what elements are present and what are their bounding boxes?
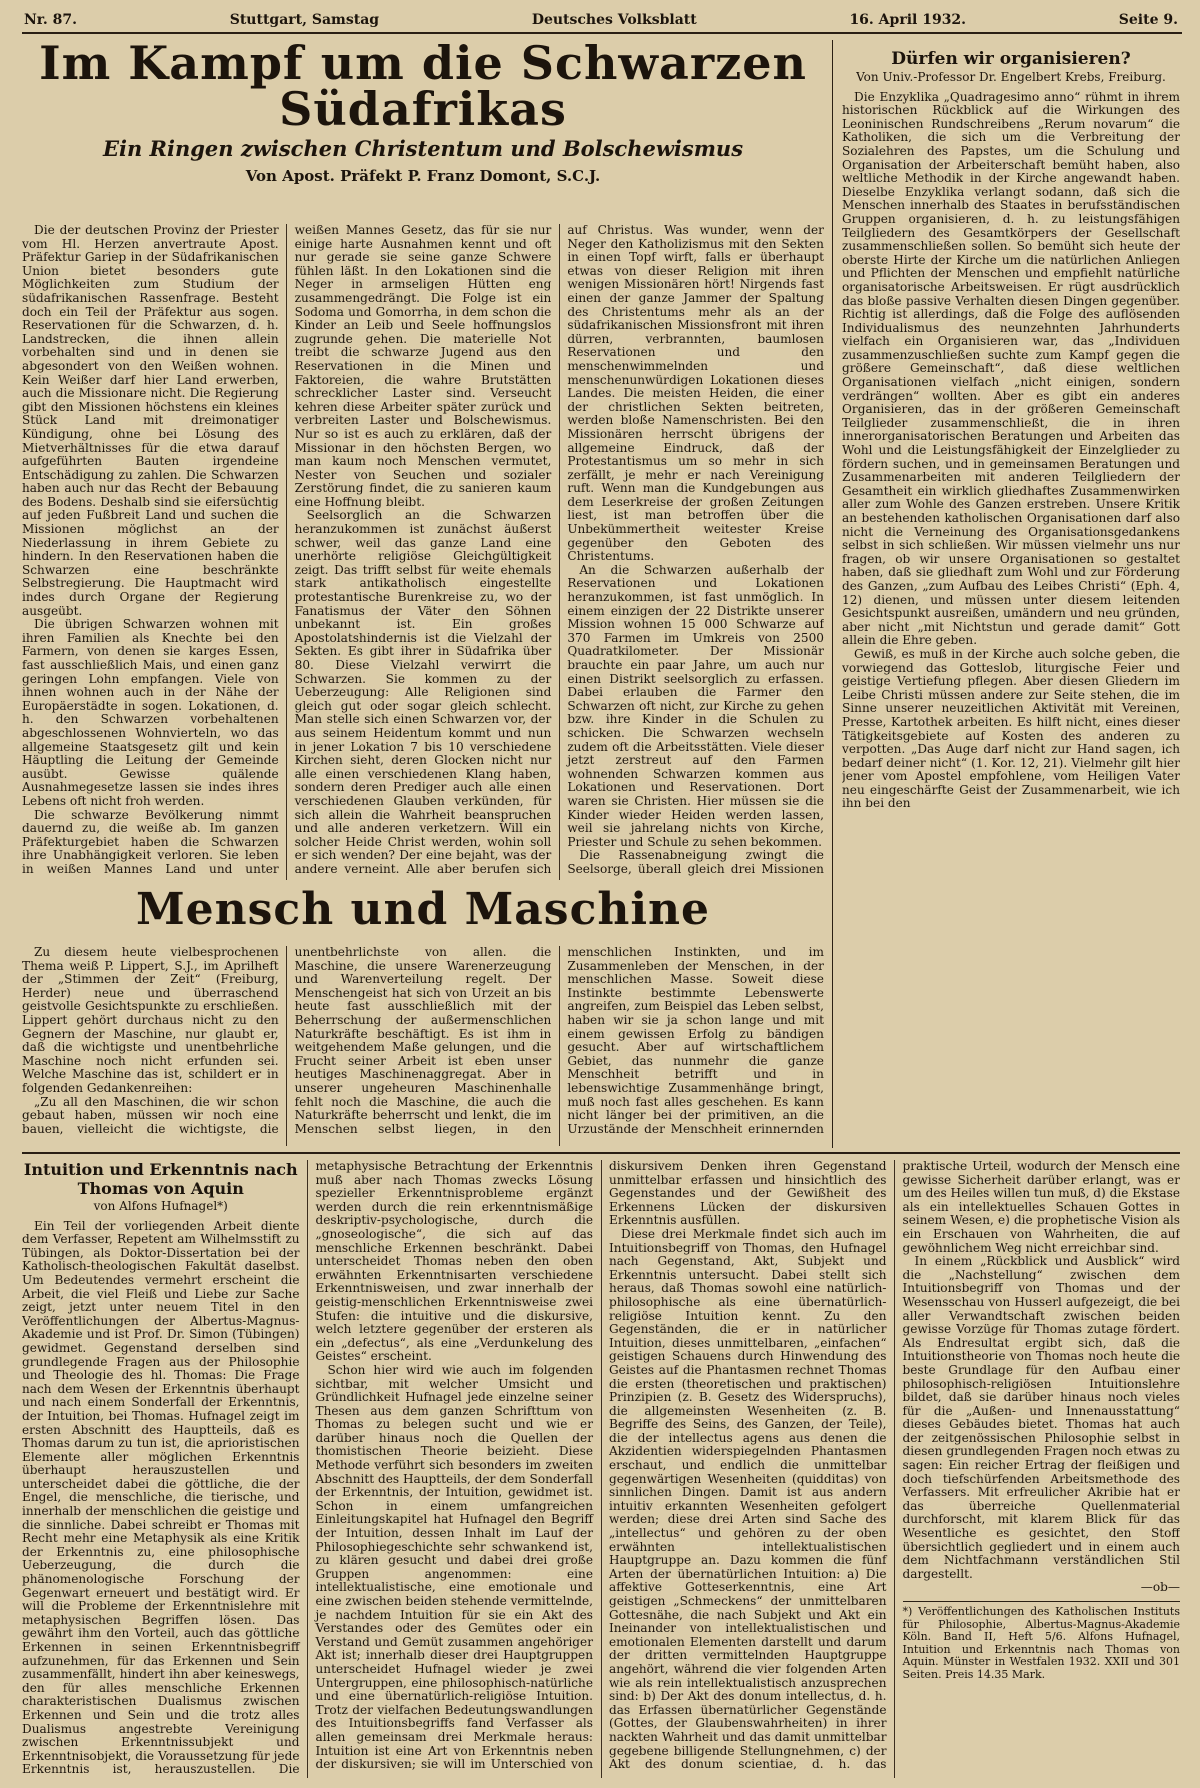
article4-body	[22, 1160, 1180, 1778]
article2-paragraph: Zu diesem heute vielbesprochenen Thema weiß P. Lippert, S.J., im Aprilheft der „Stimmen der Zeit“ (Freiburg, Herder) neue und überraschend geistvolle Gesichtspunkte zu erschließen. Lippert gehört durchaus nicht zu den Gegnern der Maschine, nur glaubt er, daß die wichtigste und unentbehrliche Maschine noch nicht erfunden sei. Welche Maschine das ist, schildert er in folgenden Gedankenreihen:	[22, 946, 279, 1095]
right-column	[842, 40, 1180, 1148]
article1-paragraph: Die der deutschen Provinz der Priester vom Hl. Herzen anvertraute Apost. Präfektur Gariep in der Südafrikanischen Union bietet besonders gute Möglichkeiten zum Studium der südafrikanischen Rassenfrage. Besteht doch ein Teil der Präfektur aus sogen. Reservationen für die Schwarzen, d. h. Landstrecken, die ihnen allein vorbehalten sind und in denen sie abgesondert von den Weißen wohnen. Kein Weißer darf hier Land erwerben, auch die Missionare nicht. Die Regierung gibt den Missionen höchstens ein kleines Stück Land mit dreimonatiger Kündigung, ohne bei Lösung des Mietverhältnisses für die etwa darauf aufgeführten Bauten irgendeine Entschädigung zu zahlen. Die Schwarzen haben auch nur das Recht der Bebauung des Bodens. Deshalb sind sie eifersüchtig auf jeden Fußbreit Land und suchen die Missionen möglichst an der Niederlassung in ihrem Gebiete zu hindern. In den Reservationen haben die Schwarzen eine beschränkte Selbstregierung. Die Hauptmacht wird indes durch Organe der Regierung ausgeübt.	[22, 224, 279, 618]
article4-title: Intuition und Erkenntnis nach Thomas von Aquin	[23, 1160, 298, 1198]
article1-paragraph: Die Rassenabneigung zwingt die Seelsorge, überall gleich drei Missionen	[567, 848, 824, 876]
article3-title: Dürfen wir organisieren?	[891, 49, 1131, 69]
article2-paragraph: „Zu all den Maschinen, die wir schon gebaut haben, müssen wir noch eine bauen, vielleicht die wichtigste, die unentbehrlichste von allen. die Maschine, die unsere Warenerzeugung und Warenverteilung regelt. Der Menschengeist hat sich von Urzeit an bis heute fast ausschließlich mit der Beherrschung der außermenschlichen Naturkräfte beschäftigt. Es ist ihm in weitgehendem Maße gelungen, und die Frucht seiner Arbeit ist eben unser heutiges Maschinenaggregat. Aber in unserer ungeheuren Maschinenhalle fehlt noch die Maschine, die auch die Naturkräfte beherrscht und lenkt, die im Menschen selbst liegen, in den menschlichen Instinkten, und im Zusammenleben der Menschen, in der menschlichen Masse. Soweit diese Instinkte bestimmte Lebenswerte angreifen, zum Beispiel das Leben selbst, haben wir sie ja schon lange und mit einem gewissen Erfolg zu bändigen gesucht. Aber auf wirtschaftlichem Gebiet, das nunmehr die ganze Menschheit betrifft und in lebenswichtige Zusammenhänge bringt, muß noch fast alles geschehen. Es kann nicht länger bei der primitiven, an die Urzustände der Menschheit erinnernden	[22, 946, 824, 1136]
article4-paragraph: In einem „Rückblick und Ausblick“ wird die „Nachstellung“ zwischen dem Intuitionsbegriff von Thomas und der Wesensschau von Husserl aufgezeigt, die bei aller Verwandtschaft zwischen beiden gewisse Vorzüge für Thomas zutage fördert. Als Endresultat ergibt sich, daß die Intuitionstheorie von Thomas noch heute die beste Grundlage für den Aufbau einer philosophisch-religiösen Intuitionslehre bildet, daß sie darüber hinaus noch vieles für die „Außen- und Innenausstattung“ dieses Gebäudes bietet. Thomas hat auch der zeitgenössischen Philosophie selbst in diesen grundlegenden Fragen noch etwas zu sagen: Ein reicher Ertrag der fleißigen und doch tiefschürfenden Arbeitsmethode des Verfassers. Mit erfreulicher Akribie hat er das überreiche Quellenmaterial durchforscht, mit klarem Blick für das Wesentliche es gesichtet, den Stoff übersichtlich gegliedert und in einem auch dem Nichtfachmann verständlichen Stil dargestellt.	[902, 1254, 1180, 1581]
place-date: Stuttgart, Samstag	[229, 12, 380, 28]
article1-subtitle: Ein Ringen zwischen Christentum und Bolschewismus	[102, 136, 744, 161]
article3-paragraph: Die Enzyklika „Quadragesimo anno“ rühmt in ihrem historischen Rückblick auf die Wirkungen des Leoninischen Rundschreibens „Rerum novarum“ die Katholiken, die sich um die Verbreitung der Sozialehren des Papstes, um die Schulung und Organisation der Arbeiterschaft bemüht haben, also weltliche Methodik in der Kirche angewandt haben. Dieselbe Enzyklika verlangt sodann, daß sich die Menschen innerhalb des Staates in berufsständischen Gruppen organisieren, d. h. zu leistungsfähigen Teilgliedern des Gesamtkörpers der Gesellschaft zusammenschließen sollen. So bemüht sich heute der oberste Hirte der Kirche um die natürlichen Anliegen und Pflichten der Menschen und empfiehlt natürliche organisatorische Arbeitsweisen. Er rügt ausdrücklich das bloße passive Verhalten diesen Dingen gegenüber. Richtig ist allerdings, daß die Folge des auflösenden Individualismus des neunzehnten Jahrhunderts vielfach ein Organisieren war, das „Individuen zusammenzuschließen suchte zum Kampf gegen die größere Gemeinschaft“, daß diese weltlichen Organisationen vielfach „nicht einigen, sondern verdrängen“ wollten. Aber es gibt ein anderes Organisieren, das in der größeren Gemeinschaft Teilglieder zusammenschließt, die in ihren innerorganisatorischen Beratungen und Arbeiten das Wohl und die Leistungsfähigkeit der Einzelglieder zu fördern suchen, und in gemeinsamen Beratungen und Zusammenarbeiten mit anderen Teilgliedern der Gesamtheit ein wirklich gliedhaftes Zusammenwirken aller zum Wohle des Ganzen erstreben. Unsere Kritik an bestehenden katholischen Organisationen darf also nicht die Verneinung des Organisationsgedankens selbst in sich schließen. Wir müssen vielmehr uns nur fragen, ob wir unsere Organisationen so gestaltet haben, daß sie gliedhaft zum Wohl und zur Förderung des Ganzen, „zum Aufbau des Leibes Christi“ (Eph. 4, 12) dienen, und müssen unter diesem leitenden Gesichtspunkt ausreißen, umändern und neu gründen, aber nicht „mit Nichtstun und gerade damit“ Gott allein die Ehre geben.	[842, 89, 1180, 648]
article4-paragraph: Ein Teil der vorliegenden Arbeit diente dem Verfasser, Repetent am Wilhelmsstift zu Tübingen, als Doktor-Dissertation bei der Katholisch-theologischen Fakultät daselbst. Um Bedeutendes vermehrt erscheint die Arbeit, die viel Fleiß und Liebe zur Sache zeigt, jetzt unter neuem Titel in den Veröffentlichungen der Albertus-Magnus-Akademie und ist Prof. Dr. Simon (Tübingen) gewidmet. Gegenstand derselben sind grundlegende Fragen aus der Philosophie und Theologie des hl. Thomas: Die Frage nach dem Wesen der Erkenntnis überhaupt und nach einem Sonderfall der Erkenntnis, der Intuition, bei Thomas. Hufnagel zeigt im ersten Abschnitt des Hauptteils, daß es Thomas darum zu tun ist, die aprioristischen Elemente aller möglichen Erkenntnis überhaupt herauszustellen und unterscheidet dabei die göttliche, die der Engel, die menschliche, die tierische, und innerhalb der menschlichen die geistige und die sinnliche. Dabei schreibt er Thomas mit Recht mehr eine Metaphysik als eine Kritik der Erkenntnis zu, eine philosophische Ueberzeugung, die durch die phänomenologische Forschung der Gegenwart erneuert und bestätigt wird. Er will die Probleme der Erkenntnislehre mit metaphysischen Begriffen lösen. Das gewährt ihm den Vorteil, auch das göttliche Erkennen in seinen Erkenntnisbegriff aufzunehmen, für das Erkennen und Sein zusammenfällt, hindert ihn aber keineswegs, den für alles menschliche Erkennen charakteristischen Dualismus zwischen Erkennen und Sein und die trotz alles Dualismus angestrebte Vereinigung zwischen Erkenntnissubjekt und Erkenntnisobjekt, die Voraussetzung für jede Erkenntnis ist, herauszustellen. Die metaphysische Betrachtung der Erkenntnis muß aber nach Thomas zwecks Lösung spezieller Erkenntnisprobleme ergänzt werden durch die rein erkenntnismäßige deskriptiv-psychologische, durch die „gnoseologische“, die sich auf das menschliche Erkennen beschränkt. Dabei unterscheidet Thomas neben den oben erwähnten Erkenntnisarten verschiedene Erkenntnisweisen, und zwar innerhalb der geistig-menschlichen Erkenntnisweise zwei Stufen: die intuitive und die diskursive, welch letztere gegenüber der ersteren als ein „defectus“, als eine „Verdunkelung des Geistes“ erscheint.	[22, 1160, 593, 1777]
article2-title: Mensch und Maschine	[135, 884, 711, 935]
page-header	[22, 12, 1182, 34]
issue-date: 16. April 1932.	[849, 12, 967, 28]
article4-signature: —ob—	[1140, 1580, 1180, 1595]
article1-paragraph: An die Schwarzen außerhalb der Reservationen und Lokationen heranzukommen, ist fast unmöglich. In einem einzigen der 22 Distrikte unserer Mission wohnen 15 000 Schwarze auf 370 Farmen im Umkreis von 2500 Quadratkilometer. Der Missionär brauchte ein paar Jahre, um auch nur einen Distrikt seelsorglich zu erfassen. Dabei erlauben die Farmer den Schwarzen oft nicht, zur Kirche zu gehen bzw. ihre Kinder in die Schulen zu schicken. Die Schwarzen wechseln zudem oft die Arbeitsstätten. Viele dieser jetzt zerstreut auf den Farmen wohnenden Schwarzen kommen aus Lokationen und Reservationen. Dort waren sie Christen. Hier müssen sie die Kinder wieder Heiden werden lassen, weil sie jahrelang nichts von Kirche, Priester und Schule zu sehen bekommen.	[567, 562, 824, 849]
article1-paragraph: Die schwarze Bevölkerung nimmt dauernd zu, die weiße ab. Im ganzen Präfekturgebiet haben die Schwarzen ihre Unabhängigkeit verloren. Sie leben in weißen Mannes Land und unter weißen Mannes Gesetz, das für sie nur einige harte Ausnahmen kennt und oft nur gerade sie seine ganze Schwere fühlen läßt. In den Lokationen sind die Neger in armseligen Hütten eng zusammengedrängt. Die Folge ist ein Sodoma und Gomorrha, in dem schon die Kinder an Leib und Seele hoffnungslos zugrunde gehen. Die materielle Not treibt die schwarze Jugend aus den Reservationen in die Minen und Faktoreien, die wahre Brutstätten schrecklicher Laster sind. Verseucht kehren diese Arbeiter später zurück und verbreiten Laster und Bolschewismus. Nur so ist es auch zu erklären, daß der Missionar in den höchsten Bergen, wo man kaum noch Menschen vermutet, Nester von Seuchen und sozialer Zerstörung findet, die zu sanieren kaum eine Hoffnung bleibt.	[22, 224, 552, 876]
article4-paragraph: Diese drei Merkmale findet sich auch im Intuitionsbegriff von Thomas, den Hufnagel nach Gegenstand, Akt, Subjekt und Erkenntnis untersucht. Dabei stellt sich heraus, daß Thomas sowohl eine natürlich-philosophische als eine übernatürlich-religiöse Intuition kennt. Zu den Gegenständen, die er in natürlicher Intuition, dieses unmittelbaren, „einfachen“ geistigen Schauens durch Hinwendung des Geistes auf die Phantasmen rechnet Thomas die ersten (theoretischen und praktischen) Prinzipien (z. B. Gesetz des Widerspruchs), die allgemeinsten Wesenheiten (z. B. Begriffe des Seins, des Ganzen, der Teile), die der intellectus agens aus denen die Akzidentien widerspiegelnden Phantasmen erschaut, und endlich die unmittelbar gegenwärtigen Wesenheiten (quidditas) von sinnlichen Dingen. Damit ist aus andern intuitiv erkannten Wesenheiten gefolgert werden; diese drei Arten sind Sache des „intellectus“ und gehören zu der oben erwähnten intellektualistischen Hauptgruppe an. Dazu kommen die fünf Arten der übernatürlichen Intuition: a) Die affektive Gotteserkenntnis, eine Art geistigen „Schmeckens“ der unmittelbaren Gottesnähe, die nach Subjekt und Akt ein Ineinander von intellektualistischen und emotionalen Elementen darstellt und darum der dritten vermittelnden Hauptgruppe angehört, während die vier folgenden Arten wie als rein intellektualistisch anzusprechen sind: b) Der Akt des donum intellectus, d. h. das Erfassen übernatürlicher Gegenstände (Gottes, der Glaubenswahrheiten) in ihrer nackten Wahrheit und das damit unmittelbar gegebene billigende Stellungnehmen, c) der Akt des donum scientiae, d. h. das praktische Urteil, wodurch der Mensch eine gewisse Sicherheit darüber erlangt, was er um des Heiles willen tun muß, d) die Ekstase als ein intellektuelles Schauen Gottes in seinem Wesen, e) die prophetische Vision als ein Erschauen von Wahrheiten, die auf gewöhnlichem Weg nicht erreichbar sind.	[609, 1160, 1180, 1772]
article1-paragraph: Seelsorglich an die Schwarzen heranzukommen ist zunächst äußerst schwer, weil das ganze Land eine unerhörte religiöse Gleichgültigkeit zeigt. Das trifft selbst für weite ehemals stark antikatholisch eingestellte protestantische Burenkreise zu, wo der Fanatismus der Väter den Söhnen unbekannt ist. Ein großes Apostolatshindernis ist die Vielzahl der Sekten. Es gibt ihrer in Südafrika über 80. Diese Vielzahl verwirrt die Schwarzen. Sie kommen zu der Ueberzeugung: Alle Religionen sind gleich gut oder sogar gleich schlecht. Man stelle sich einen Schwarzen vor, der aus seinem Heidentum kommt und nun in jener Lokation 7 bis 10 verschiedene Kirchen sieht, deren Glocken nicht nur alle einen verschiedenen Klang haben, sondern deren Prediger auch alle einen verschiedenen Glauben verkünden, für sich allein die Wahrheit beanspruchen und alle anderen verketzern. Will ein solcher Heide Christ werden, wohin soll er sich wenden? Der eine bejaht, was der andere verneint. Alle aber berufen sich auf Christus. Was wunder, wenn der Neger den Katholizismus mit den Sekten in einen Topf wirft, falls er überhaupt etwas von dieser Religion mit ihren wenigen Missionären hört! Nirgends fast einen der ganze Jammer der Spaltung des Christentums mehr als an der südafrikanischen Missionsfront mit ihren dürren, verbrannten, baumlosen Reservationen und den menschenwimmelnden und menschenunwürdigen Lokationen dieses Landes. Die meisten Heiden, die einer der christlichen Sekten beitreten, werden bloße Namenschristen. Bei den Missionären herrscht übrigens der allgemeine Eindruck, daß der Protestantismus um so mehr in sich zerfällt, je mehr er nach Vereinigung ruft. Wenn man die Kundgebungen aus dem Leserkreise der großen Zeitungen liest, ist man betroffen über die Unbekümmertheit weitester Kreise gegenüber den Geboten des Christentums.	[294, 224, 824, 876]
article3-byline: Von Univ.-Professor Dr. Engelbert Krebs, Freiburg.	[856, 70, 1166, 84]
article1-paragraph: Die übrigen Schwarzen wohnen mit ihren Familien als Knechte bei den Farmern, von denen sie karges Essen, fast ausschließlich Mais, und einen ganz geringen Lohn empfangen. Viele von ihnen wohnen auch in der Nähe der Europäerstädte in sogen. Lokationen, d. h. den Schwarzen vorbehaltenen abgeschlossenen Wohnvierteln, wo das allgemeine Staatsgesetz gilt und kein Häuptling die Leitung der Gemeinde ausübt. Gewisse quälende Ausnahmegesetze lassen sie indes ihres Lebens oft nicht froh werden.	[22, 617, 279, 808]
article4-byline: von Alfons Hufnagel*)	[93, 1199, 228, 1213]
issue-number: Nr. 87.	[24, 12, 77, 28]
article1-headline	[22, 36, 824, 185]
article3-paragraph: Gewiß, es muß in der Kirche auch solche geben, die vorwiegend das Gotteslob, liturgische Feier und geistige Vertiefung pflegen. Aber diesen Gliedern im Leibe Christi müssen andere zur Seite stehen, die im Sinne unserer neuzeitlichen Aktivität mit Vereinen, Presse, Kartothek arbeiten. Es hilft nicht, eines dieser Tätigkeitsgebiete auf Kosten des anderen zu verpotten. „Das Auge darf nicht zur Hand sagen, ich bedarf deiner nicht“ (1. Kor. 12, 21). Vielmehr gilt hier jener vom Apostel empfohlene, vom Heiligen Vater neu eingeschärfte Geist der Zusammenarbeit, wie ich ihn bei den	[842, 646, 1180, 811]
article4-paragraph: Schon hier wird wie auch im folgenden sichtbar, mit welcher Umsicht und Gründlichkeit Hufnagel jede einzelne seiner Thesen aus dem ganzen Schrifttum von Thomas zu belegen sucht und wie er darüber hinaus noch die Quellen der thomistischen Theorie beizieht. Diese Methode verführt sich besonders im zweiten Abschnitt des Hauptteils, der dem Sonderfall der Erkenntnis, der Intuition, gewidmet ist. Schon in einem umfangreichen Einleitungskapitel hat Hufnagel den Begriff der Intuition, dessen Inhalt im Lauf der Philosophiegeschichte sehr schwankend ist, zu klären gesucht und dabei drei große Gruppen angenommen: eine intellektualistische, eine emotionale und eine zwischen beiden stehende vermittelnde, je nachdem Intuition für sie ein Akt des Verstandes oder des Gemütes oder ein Verstand und Gemüt zusammen angehöriger Akt ist; innerhalb dieser drei Hauptgruppen unterscheidet Hufnagel wieder je zwei Untergruppen, eine philosophisch-natürliche und eine übernatürlich-religiöse Intuition. Trotz der vielfachen Bedeutungswandlungen des Intuitionsbegriffs fand Verfasser als allen gemeinsam drei Merkmale heraus: Intuition ist eine Art von Erkenntnis neben der diskursiven; sie will im Unterschied von diskursivem Denken ihren Gegenstand unmittelbar erfassen und hinsichtlich des Gegenstandes und der Gewißheit des Erkennens Lücken der diskursiven Erkenntnis ausfüllen.	[315, 1160, 887, 1772]
article1-body	[22, 224, 824, 880]
article2-headline	[22, 884, 824, 935]
page-number: Seite 9.	[1118, 12, 1178, 28]
newspaper-name: Deutsches Volksblatt	[531, 12, 697, 28]
article4-footnote: *) Veröffentlichungen des Katholischen Instituts für Philosophie, Albertus-Magnus-Akademie Köln. Band II, Heft 5/6. Alfons Hufnagel, Intuition und Erkenntnis nach Thomas von Aquin. Münster in Westfalen 1932. XXII und 301 Seiten. Preis 14.35 Mark.	[903, 1601, 1181, 1682]
article1-byline: Von Apost. Präfekt P. Franz Domont, S.C.J.	[245, 167, 601, 185]
article1-title: Im Kampf um die Schwarzen Südafrikas	[39, 36, 807, 136]
article2-body	[22, 946, 824, 1146]
